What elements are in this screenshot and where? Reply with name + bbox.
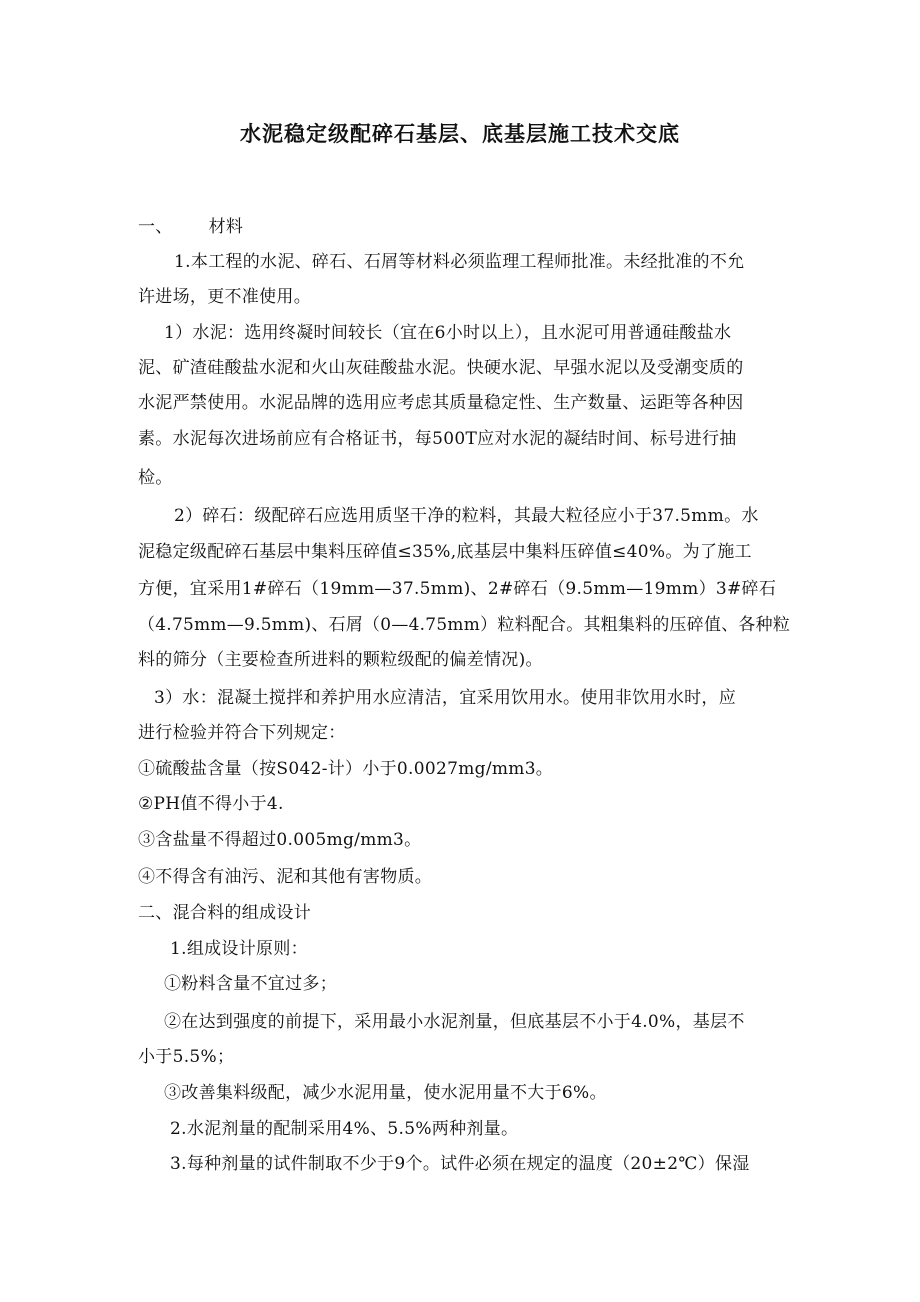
list-item: ②在达到强度的前提下，采用最小水泥剂量，但底基层不小于4.0%，基层不 — [164, 1012, 745, 1032]
paragraph-line: 进行检验并符合下列规定： — [138, 723, 346, 743]
list-item: ③含盐量不得超过0.005mg/mm3。 — [138, 830, 422, 850]
list-item: ①粉料含量不宜过多； — [164, 974, 337, 994]
paragraph-line: 方便，宜采用1#碎石（19mm—37.5mm)、2#碎石（9.5mm—19mm）3#碎石 — [138, 579, 777, 599]
section-heading-mix-design: 二、混合料的组成设计 — [138, 903, 311, 923]
section-title: 材料 — [208, 217, 244, 237]
section-heading-materials — [138, 215, 243, 239]
paragraph-line: 水泥严禁使用。水泥品牌的选用应考虑其质量稳定性、生产数量、运距等各种因 — [138, 393, 744, 413]
paragraph-line: 许进场，更不准使用。 — [138, 287, 311, 307]
paragraph-line: 检。 — [138, 468, 173, 488]
paragraph-line: 泥稳定级配碎石基层中集料压碎值≤35%,底基层中集料压碎值≤40%。为了施工 — [138, 542, 752, 562]
section-number: 一、 — [138, 217, 173, 237]
paragraph-line: 小于5.5%； — [138, 1047, 235, 1067]
paragraph-line: 3.每种剂量的试件制取不少于9个。试件必须在规定的温度（20±2℃）保湿 — [170, 1154, 750, 1174]
paragraph-line: 1.组成设计原则： — [170, 939, 308, 959]
paragraph-line: 1.本工程的水泥、碎石、石屑等材料必须监理工程师批准。未经批准的不允 — [174, 252, 745, 272]
paragraph-line: 料的筛分（主要检查所进料的颗粒级配的偏差情况)。 — [138, 650, 543, 670]
paragraph-line: （4.75mm—9.5mm)、石屑（0—4.75mm）粒料配合。其粗集料的压碎值、各种粒 — [138, 615, 791, 635]
document-title: 水泥稳定级配碎石基层、底基层施工技术交底 — [240, 122, 680, 146]
list-item: ②PH值不得小于4. — [138, 794, 284, 814]
paragraph-line: 1）水泥：选用终凝时间较长（宜在6小时以上），且水泥可用普通硅酸盐水 — [164, 323, 732, 343]
list-item: ③改善集料级配，减少水泥用量，使水泥用量不大于6%。 — [164, 1083, 607, 1103]
list-item: ④不得含有油污、泥和其他有害物质。 — [138, 867, 433, 887]
list-item: ①硫酸盐含量（按S042-计）小于0.0027mg/mm3。 — [138, 759, 554, 779]
paragraph-line: 2.水泥剂量的配制采用4%、5.5%两种剂量。 — [170, 1119, 519, 1139]
paragraph-line: 3）水：混凝土搅拌和养护用水应清洁，宜采用饮用水。使用非饮用水时，应 — [154, 688, 737, 708]
paragraph-line: 2）碎石：级配碎石应选用质坚干净的粒料，其最大粒径应小于37.5mm。水 — [174, 506, 759, 526]
paragraph-line: 泥、矿渣硅酸盐水泥和火山灰硅酸盐水泥。快硬水泥、早强水泥以及受潮变质的 — [138, 358, 744, 378]
paragraph-line: 素。水泥每次进场前应有合格证书，每500T应对水泥的凝结时间、标号进行抽 — [138, 429, 737, 449]
